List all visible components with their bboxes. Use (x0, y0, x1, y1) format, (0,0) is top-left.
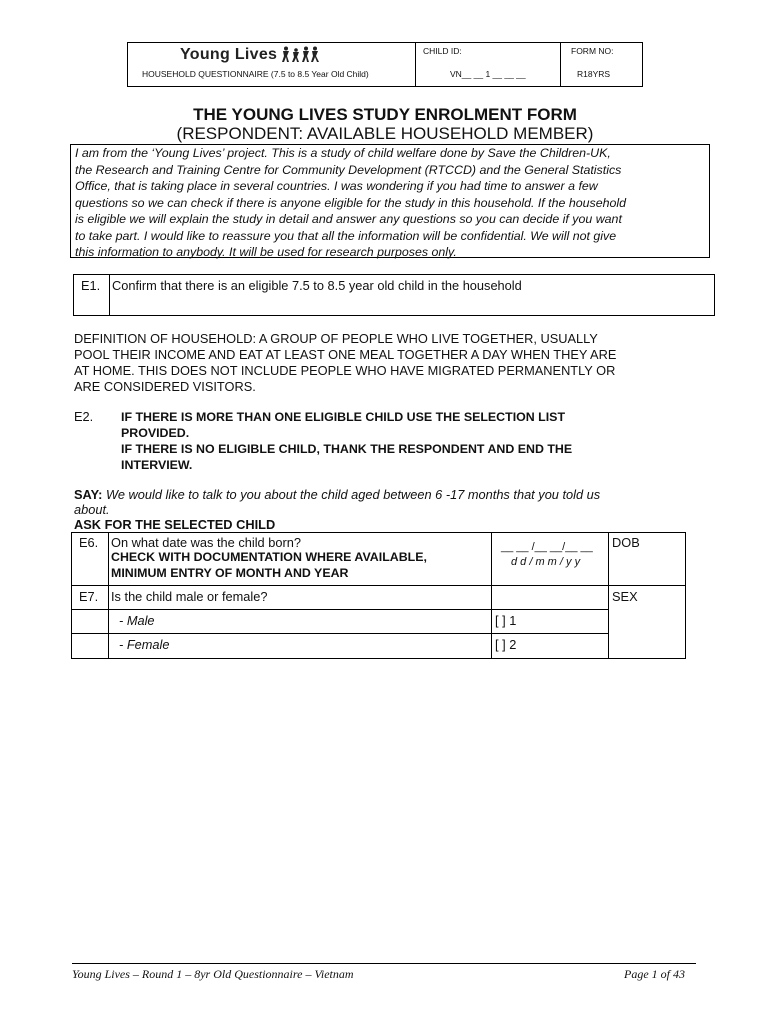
intro-line: Office, that is taking place in several countries. I was wondering if you had time to answer a few (75, 179, 598, 193)
intro-line: to take part. I would like to reassure you that all the information will be confidential. We will not give (75, 228, 617, 243)
e6-instruction-cont: MINIMUM ENTRY OF MONTH AND YEAR (111, 566, 349, 580)
intro-line: I am from the ‘Young Lives’ project. This is a study of child welfare done by Save the Children-UK, (75, 146, 611, 160)
e2-line: IF THERE IS MORE THAN ONE ELIGIBLE CHILD USE THE SELECTION LIST (121, 410, 566, 424)
header-title-cell (128, 43, 416, 86)
dob-format-hint: d d / m m / y y (511, 556, 581, 568)
definition-line: POOL THEIR INCOME AND EAT AT LEAST ONE MEAL TOGETHER A DAY WHEN THEY ARE (74, 347, 617, 362)
e1-row (73, 274, 715, 316)
page-subtitle: (RESPONDENT: AVAILABLE HOUSEHOLD MEMBER) (176, 124, 594, 143)
say-text-cont: about. (74, 502, 110, 517)
footer-rule (72, 963, 696, 964)
option-male-label: - Male (119, 613, 155, 628)
ask-instruction: ASK FOR THE SELECTED CHILD (74, 517, 276, 532)
e2-number: E2. (74, 409, 94, 424)
people-icon (281, 46, 321, 62)
dob-entry-field[interactable]: __ __ /__ __/__ __ (501, 541, 593, 553)
intro-line: the Research and Training Centre for Community Development (RTCCD) and the General Statistics (75, 162, 622, 177)
e6-instruction: CHECK WITH DOCUMENTATION WHERE AVAILABLE, (111, 550, 427, 564)
e6-number: E6. (79, 535, 99, 550)
form-no-label: FORM NO: (571, 46, 614, 56)
say-instruction (74, 487, 694, 517)
e1-question: Confirm that there is an eligible 7.5 to 8.5 year old child in the household (112, 278, 522, 293)
e2-line: IF THERE IS NO ELIGIBLE CHILD, THANK THE RESPONDENT AND END THE (121, 442, 573, 456)
definition-line: ARE CONSIDERED VISITORS. (74, 379, 256, 394)
header-subtitle: HOUSEHOLD QUESTIONNAIRE (7.5 to 8.5 Year Old Child) (142, 69, 369, 79)
intro-box (70, 144, 710, 258)
intro-line: is eligible we will explain the study in detail and answer any questions so you can decide if you want (75, 212, 622, 226)
logo-text: Young Lives (180, 46, 278, 63)
child-id-cell (416, 43, 561, 86)
sex-code: SEX (612, 589, 638, 604)
option-male-checkbox[interactable]: [ ] 1 (495, 613, 517, 628)
e2-line: PROVIDED. (121, 426, 190, 440)
form-header (127, 42, 643, 87)
definition-line: AT HOME. THIS DOES NOT INCLUDE PEOPLE WHO HAVE MIGRATED PERMANENTLY OR (74, 363, 616, 378)
intro-line: questions so we can check if there is anyone eligible for the study in this household. If the household (75, 195, 627, 210)
footer-left: Young Lives – Round 1 – 8yr Old Questionnaire – Vietnam (72, 967, 354, 981)
e7-question: Is the child male or female? (111, 589, 268, 604)
e2-line: INTERVIEW. (121, 458, 193, 472)
dob-code: DOB (612, 535, 640, 550)
form-no-value: R18YRS (577, 69, 611, 79)
option-female-label: - Female (119, 637, 170, 652)
e6-question: On what date was the child born? (111, 535, 301, 550)
e2-instructions (121, 409, 681, 473)
e1-num-cell (74, 275, 110, 315)
option-female-checkbox[interactable]: [ ] 2 (495, 637, 517, 652)
young-lives-logo (180, 46, 321, 64)
household-definition (74, 331, 694, 395)
e7-number: E7. (79, 589, 99, 604)
child-id-value: VN__ __ 1 __ __ __ (450, 69, 526, 79)
say-text: We would like to talk to you about the child aged between 6 -17 months that you told us (102, 487, 601, 502)
page-number: Page 1 of 43 (624, 967, 685, 981)
page-title: THE YOUNG LIVES STUDY ENROLMENT FORM (193, 105, 577, 124)
say-label: SAY: (74, 487, 103, 502)
intro-line: this information to anybody. It will be used for research purposes only. (75, 245, 457, 259)
question-table (71, 532, 686, 659)
form-no-cell (561, 43, 642, 86)
child-id-label: CHILD ID: (423, 46, 462, 56)
definition-line: DEFINITION OF HOUSEHOLD: A GROUP OF PEOPLE WHO LIVE TOGETHER, USUALLY (74, 331, 598, 346)
e1-number: E1. (81, 278, 101, 293)
